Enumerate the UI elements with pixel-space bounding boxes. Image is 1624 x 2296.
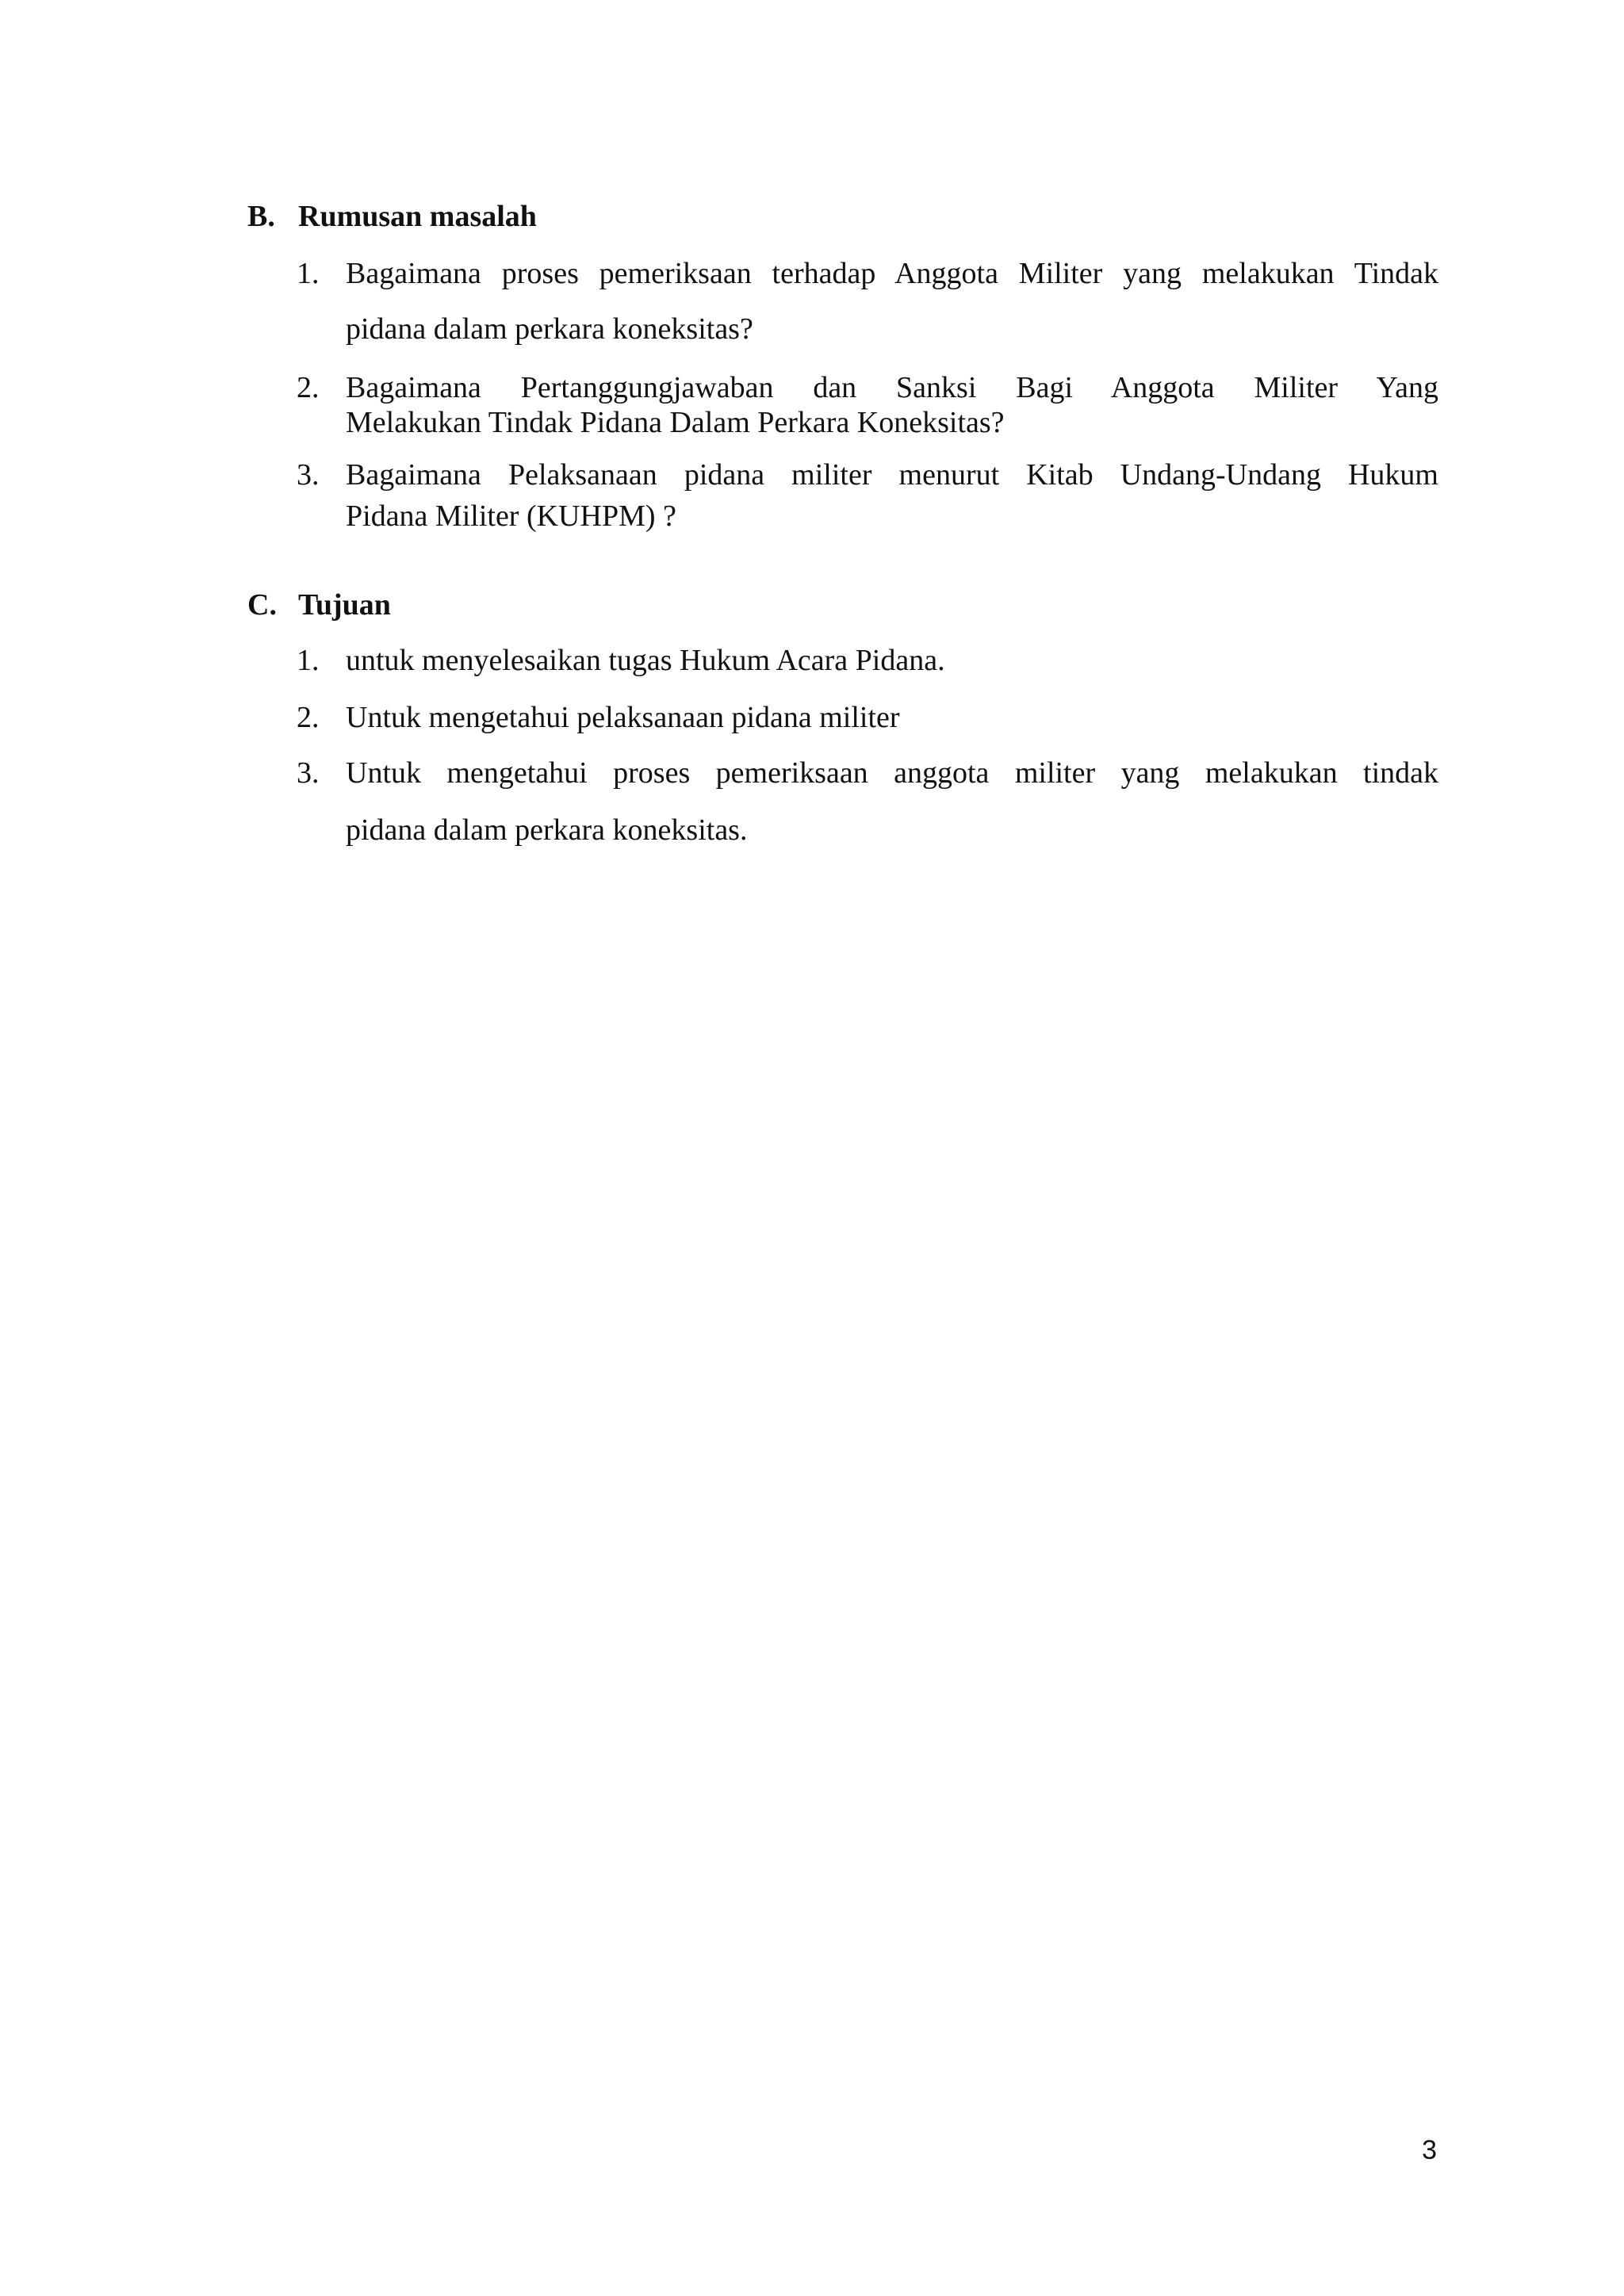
list-item-line: Untuk mengetahui proses pemeriksaan anggota militer yang melakukan tindak [346,756,1438,790]
list-item-line: Untuk mengetahui pelaksanaan pidana militer [346,701,900,734]
list-item-number: 1. [297,644,320,677]
list-item [297,457,1438,534]
list-item-number: 2. [297,371,320,404]
list-item [297,699,1438,736]
section-b-letter: B. [247,200,275,233]
list-item-line: Bagaimana Pertanggungjawaban dan Sanksi Bagi Anggota Militer Yang [346,371,1438,404]
section-c-heading [247,587,391,623]
section-c-letter: C. [247,588,277,622]
list-item-number: 3. [297,458,320,492]
list-item [297,255,1438,347]
list-item-line: untuk menyelesaikan tugas Hukum Acara Pidana. [346,644,945,677]
list-item-number: 1. [297,257,320,290]
section-b-heading [247,198,537,235]
list-item-line: Bagaimana proses pemeriksaan terhadap Anggota Militer yang melakukan Tindak [346,257,1438,290]
section-c-title: Tujuan [298,588,391,622]
list-item-line: pidana dalam perkara koneksitas. [346,813,748,847]
list-item [297,642,1438,679]
list-item-number: 3. [297,756,320,790]
list-item-line: pidana dalam perkara koneksitas? [346,312,753,346]
list-item-line: Melakukan Tindak Pidana Dalam Perkara Koneksitas? [346,406,1005,439]
list-item [297,755,1438,848]
list-item-number: 2. [297,701,320,734]
list-item [297,369,1438,441]
list-item-line: Pidana Militer (KUHPM) ? [346,499,676,533]
list-item-line: Bagaimana Pelaksanaan pidana militer menurut Kitab Undang-Undang Hukum [346,458,1438,492]
page-number: 3 [1422,2135,1437,2165]
section-b-title: Rumusan masalah [298,200,537,233]
